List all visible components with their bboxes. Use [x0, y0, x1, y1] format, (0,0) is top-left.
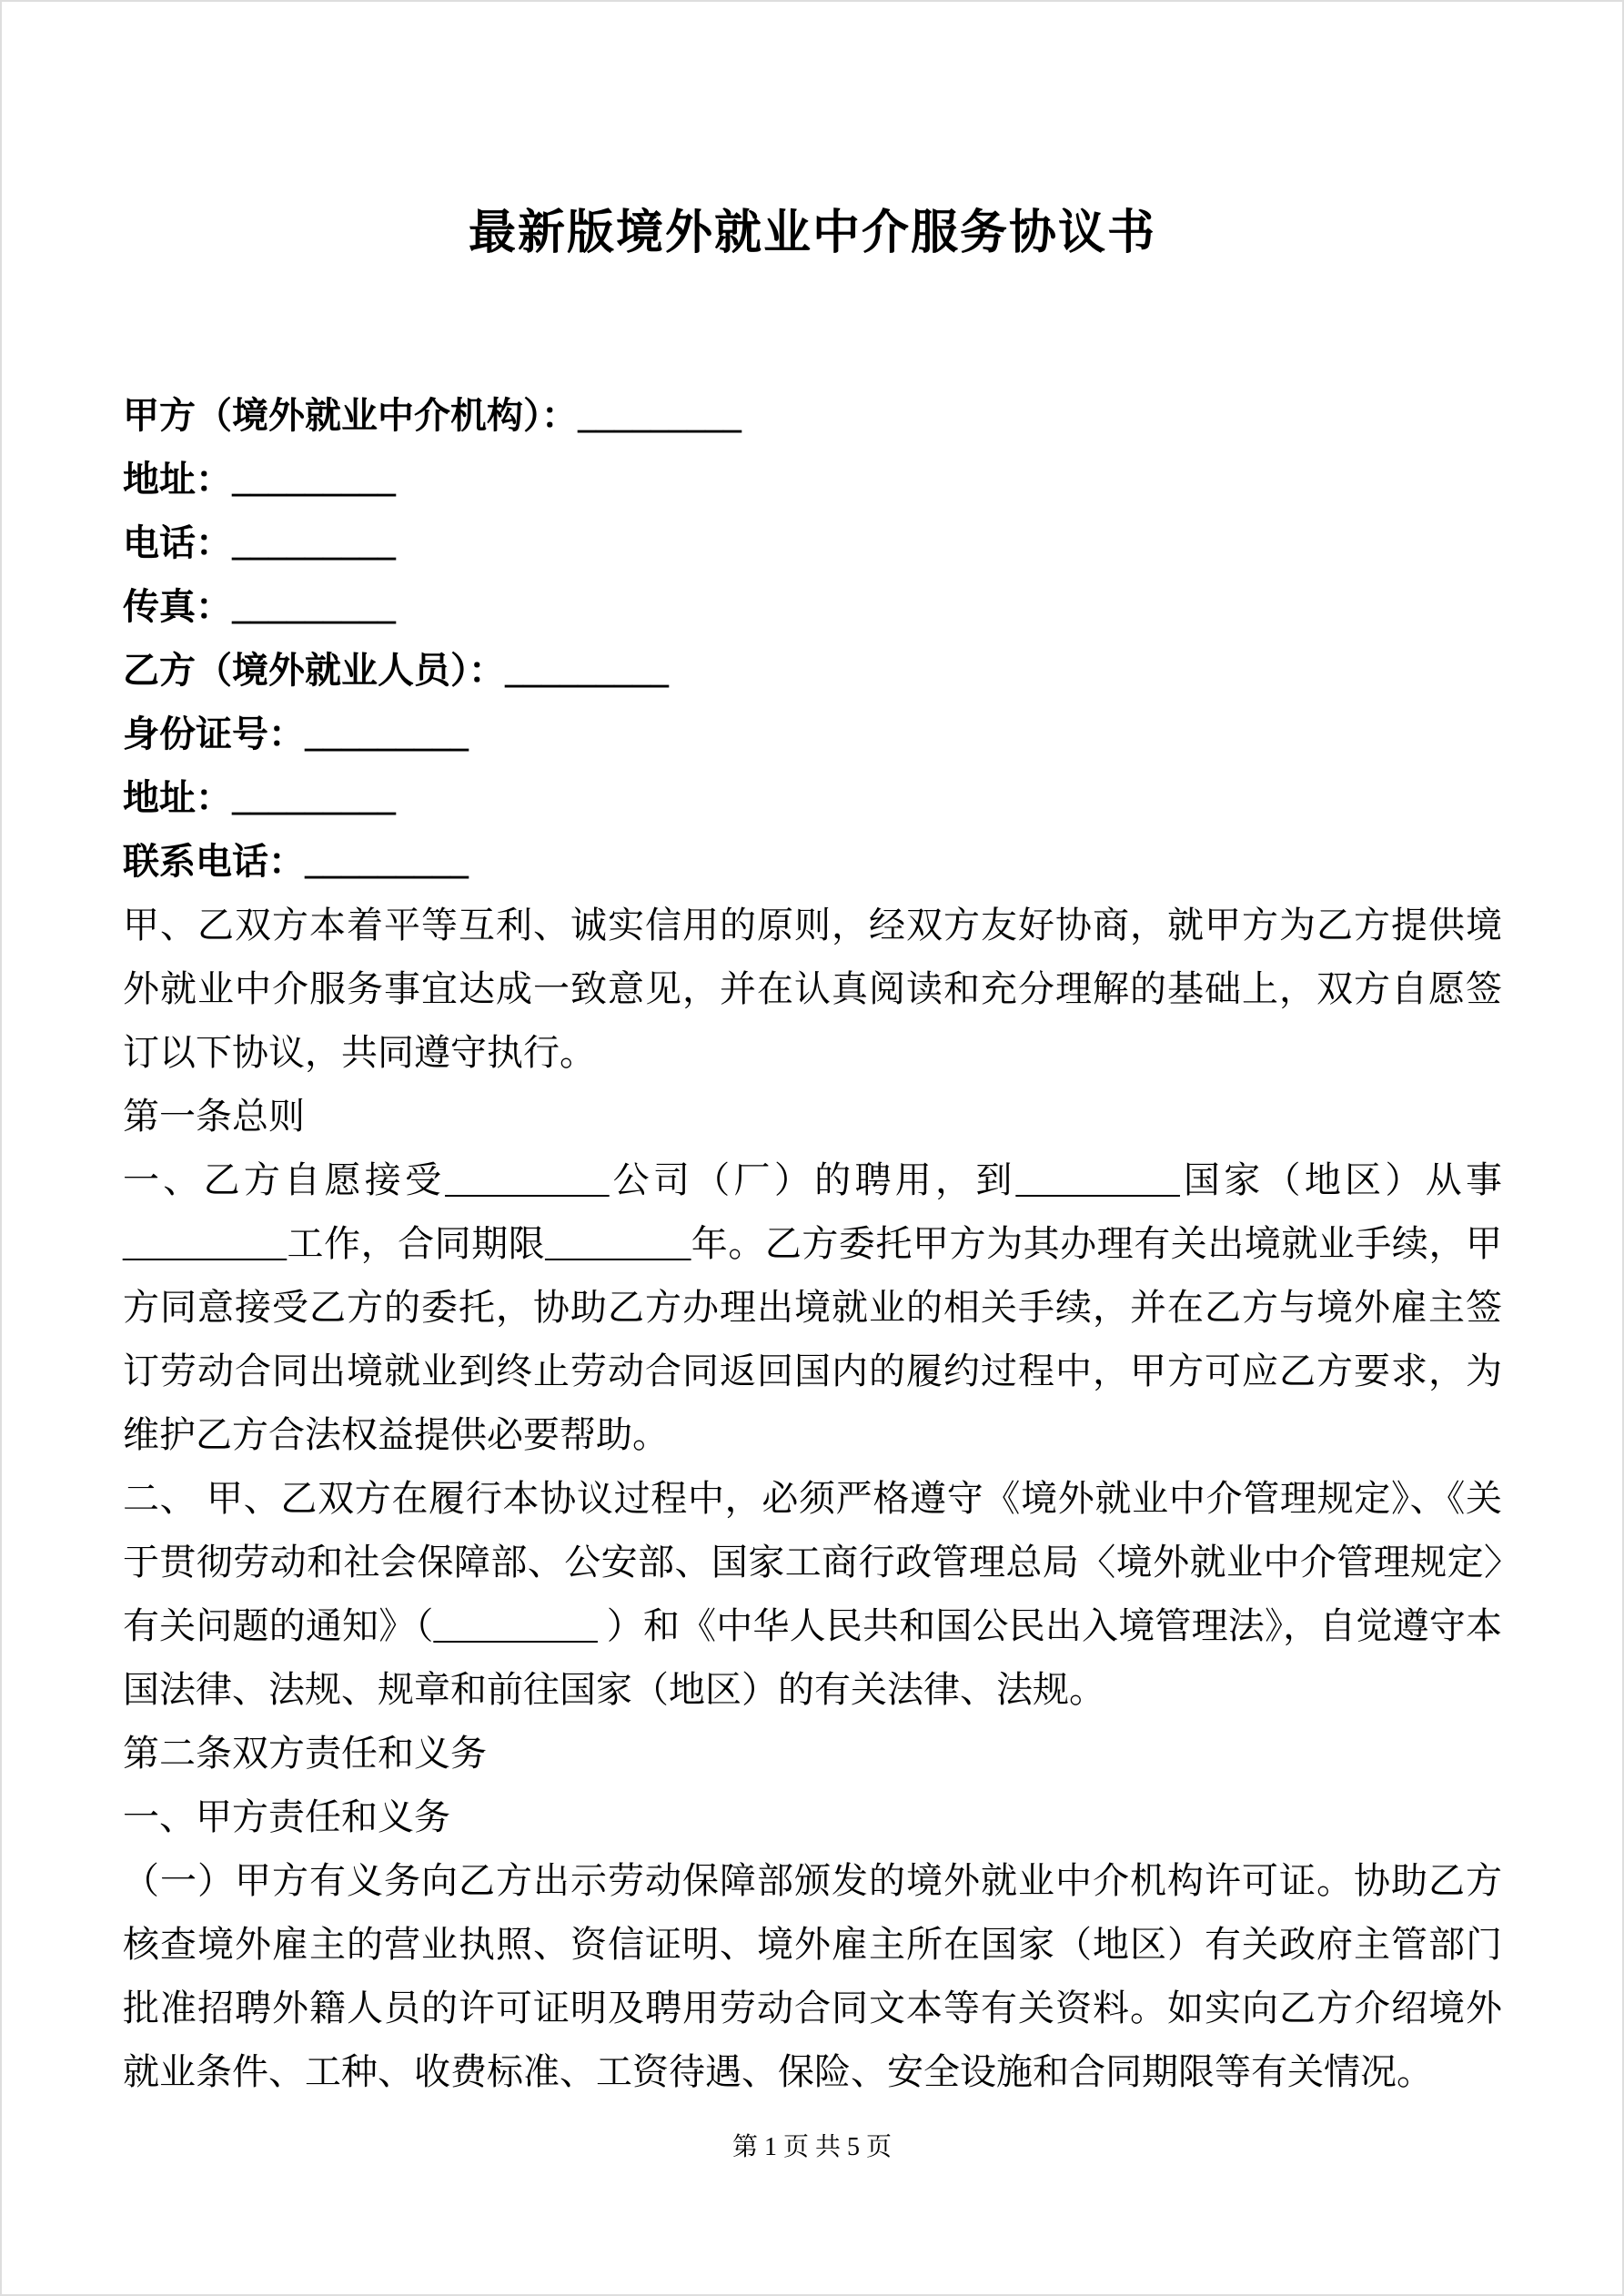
field-label: 身份证号：: [123, 713, 305, 754]
field-blank: _________: [232, 777, 396, 818]
field-label: 乙方（境外就业人员）：: [123, 650, 505, 691]
field-blank: _________: [232, 459, 396, 500]
field-blank: _________: [232, 586, 396, 627]
body-paragraph-intro: 甲、乙双方本着平等互利、诚实信用的原则，经双方友好协商，就甲方为乙方提供境外就业中介服务事宜达成一致意见，并在认真阅读和充分理解的基础上，双方自愿签订以下协议，共同遵守执行。: [123, 905, 1502, 1073]
body-section: [123, 894, 1502, 2104]
form-field-line: [123, 575, 1502, 639]
field-label: 地址：: [123, 777, 232, 818]
field-label: 联系电话：: [123, 841, 305, 882]
form-field-line: [123, 766, 1502, 830]
field-blank: _________: [305, 841, 469, 882]
field-blank: _________: [305, 713, 469, 754]
body-paragraph-duty-1: （一）甲方有义务向乙方出示劳动保障部颁发的境外就业中介机构许可证。协助乙方核查境外雇主的营业执照、资信证明、境外雇主所在国家（地区）有关政府主管部门批准招聘外籍人员的许可证明及聘用劳动合同文本等有关资料。如实向乙方介绍境外就业条件、工种、收费标准、工资待遇、保险、安全设施和合同期限等有关情况。: [123, 1860, 1502, 2092]
body-paragraph-clause-2: 二、 甲、乙双方在履行本协议过程中，必须严格遵守《境外就业中介管理规定》、《关于贯彻劳动和社会保障部、公安部、国家工商行政管理总局〈境外就业中介管理规定〉有关问题的通知》（_________ ）和《中华人民共和国公民出入境管理法》，自觉遵守本国法律、法规、规章和前往国家（地区）的有关法律、法规。: [123, 1478, 1502, 1710]
subsection-heading-party-a-duties: 一、甲方责任和义务: [123, 1796, 450, 1837]
body-paragraph-clause-1: 一、乙方自愿接受_________公司（厂）的聘用，到_________国家（地区）从事_________工作，合同期限________年。乙方委托甲方为其办理有关出境就业手续，甲方同意接受乙方的委托，协助乙方办理出境就业的相关手续，并在乙方与境外雇主签订劳动合同出境就业到终止劳动合同返回国内的履约过程中，甲方可应乙方要求，为维护乙方合法权益提供必要帮助。: [123, 1159, 1502, 1455]
page-number-footer: 第 1 页 共 5 页: [731, 2133, 892, 2161]
form-field-line: [123, 384, 1502, 448]
field-label: 地址：: [123, 459, 232, 500]
field-blank: _________: [505, 650, 669, 691]
section-heading-article-1: 第一条总则: [123, 1096, 305, 1137]
form-field-line: [123, 830, 1502, 894]
section-heading-article-2: 第二条双方责任和义务: [123, 1733, 487, 1774]
document-title: 最新版境外就业中介服务协议书: [468, 207, 1156, 259]
field-label: 电话：: [123, 522, 232, 563]
form-field-line: [123, 703, 1502, 766]
form-field-line: [123, 511, 1502, 575]
field-label: 甲方（境外就业中介机构）：: [123, 395, 578, 436]
form-field-line: [123, 639, 1502, 703]
form-field-line: [123, 448, 1502, 511]
field-blank: _________: [232, 522, 396, 563]
field-blank: _________: [578, 395, 741, 436]
field-label: 传真：: [123, 586, 232, 627]
party-info-section: [123, 384, 1502, 894]
